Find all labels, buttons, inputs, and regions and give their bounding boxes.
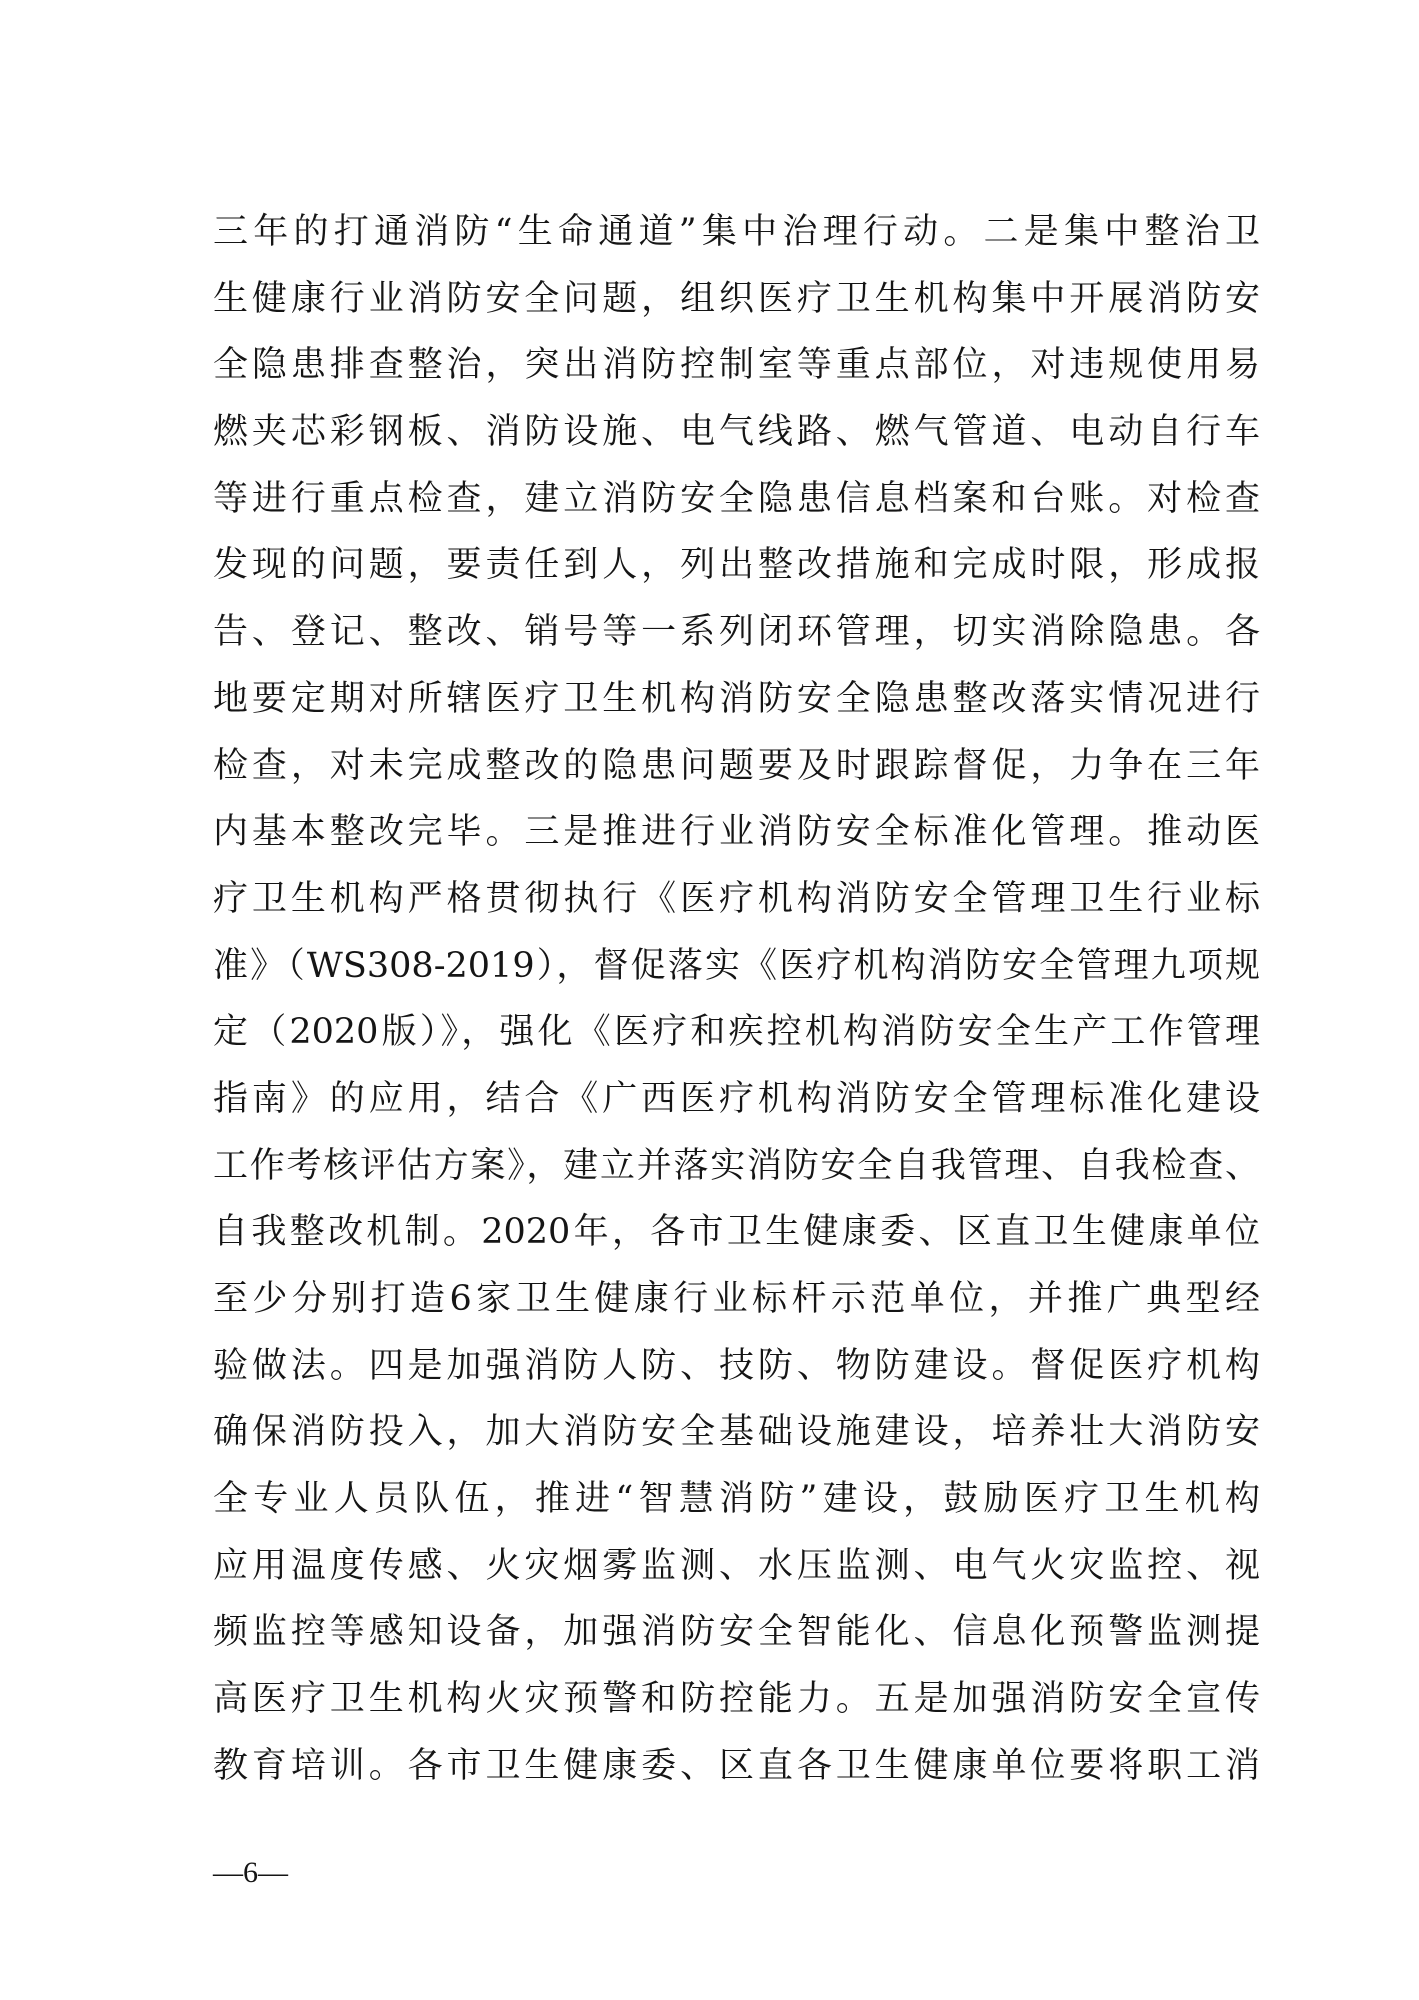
page-number: —6— bbox=[213, 1856, 288, 1889]
body-text-line: 内基本整改完毕。三是推进行业消防安全标准化管理。推动医 bbox=[213, 812, 1260, 853]
body-text-line: 检查，对未完成整改的隐患问题要及时跟踪督促，力争在三年 bbox=[213, 745, 1260, 786]
body-text-line: 发现的问题，要责任到人，列出整改措施和完成时限，形成报 bbox=[213, 545, 1260, 586]
body-text bbox=[213, 199, 1260, 1800]
body-text-line: 教育培训。各市卫生健康委、区直各卫生健康单位要将职工消 bbox=[213, 1745, 1260, 1786]
body-text-line: 验做法。四是加强消防人防、技防、物防建设。督促医疗机构 bbox=[213, 1345, 1260, 1386]
body-text-line: 疗卫生机构严格贯彻执行《医疗机构消防安全管理卫生行业标 bbox=[213, 878, 1260, 919]
body-text-line: 确保消防投入，加大消防安全基础设施建设，培养壮大消防安 bbox=[213, 1412, 1260, 1453]
body-text-line: 地要定期对所辖医疗卫生机构消防安全隐患整改落实情况进行 bbox=[213, 678, 1260, 719]
body-text-line: 指南》的应用，结合《广西医疗机构消防安全管理标准化建设 bbox=[213, 1078, 1260, 1119]
body-text-line: 应用温度传感、火灾烟雾监测、水压监测、电气火灾监控、视 bbox=[213, 1545, 1260, 1586]
body-text-line: 全专业人员队伍，推进“智慧消防”建设，鼓励医疗卫生机构 bbox=[213, 1479, 1260, 1520]
body-text-line: 生健康行业消防安全问题，组织医疗卫生机构集中开展消防安 bbox=[213, 278, 1260, 319]
body-text-line: 准》（WS308-2019），督促落实《医疗机构消防安全管理九项规 bbox=[213, 945, 1260, 986]
body-text-line: 等进行重点检查，建立消防安全隐患信息档案和台账。对检查 bbox=[213, 478, 1260, 519]
body-text-line: 至少分别打造6家卫生健康行业标杆示范单位，并推广典型经 bbox=[213, 1279, 1260, 1319]
body-text-line: 工作考核评估方案》，建立并落实消防安全自我管理、自我检查、 bbox=[213, 1145, 1260, 1186]
body-text-line: 高医疗卫生机构火灾预警和防控能力。五是加强消防安全宣传 bbox=[213, 1679, 1260, 1720]
body-text-line: 燃夹芯彩钢板、消防设施、电气线路、燃气管道、电动自行车 bbox=[213, 412, 1260, 453]
body-text-line: 全隐患排查整治，突出消防控制室等重点部位，对违规使用易 bbox=[213, 345, 1260, 386]
body-text-line: 定（2020版）》，强化《医疗和疾控机构消防安全生产工作管理 bbox=[213, 1012, 1260, 1053]
body-text-line: 告、登记、整改、销号等一系列闭环管理，切实消除隐患。各 bbox=[213, 612, 1260, 653]
body-text-line: 自我整改机制。2020年，各市卫生健康委、区直卫生健康单位 bbox=[213, 1212, 1260, 1253]
body-text-line: 频监控等感知设备，加强消防安全智能化、信息化预警监测提 bbox=[213, 1612, 1260, 1653]
body-text-line: 三年的打通消防“生命通道”集中治理行动。二是集中整治卫 bbox=[213, 212, 1260, 252]
